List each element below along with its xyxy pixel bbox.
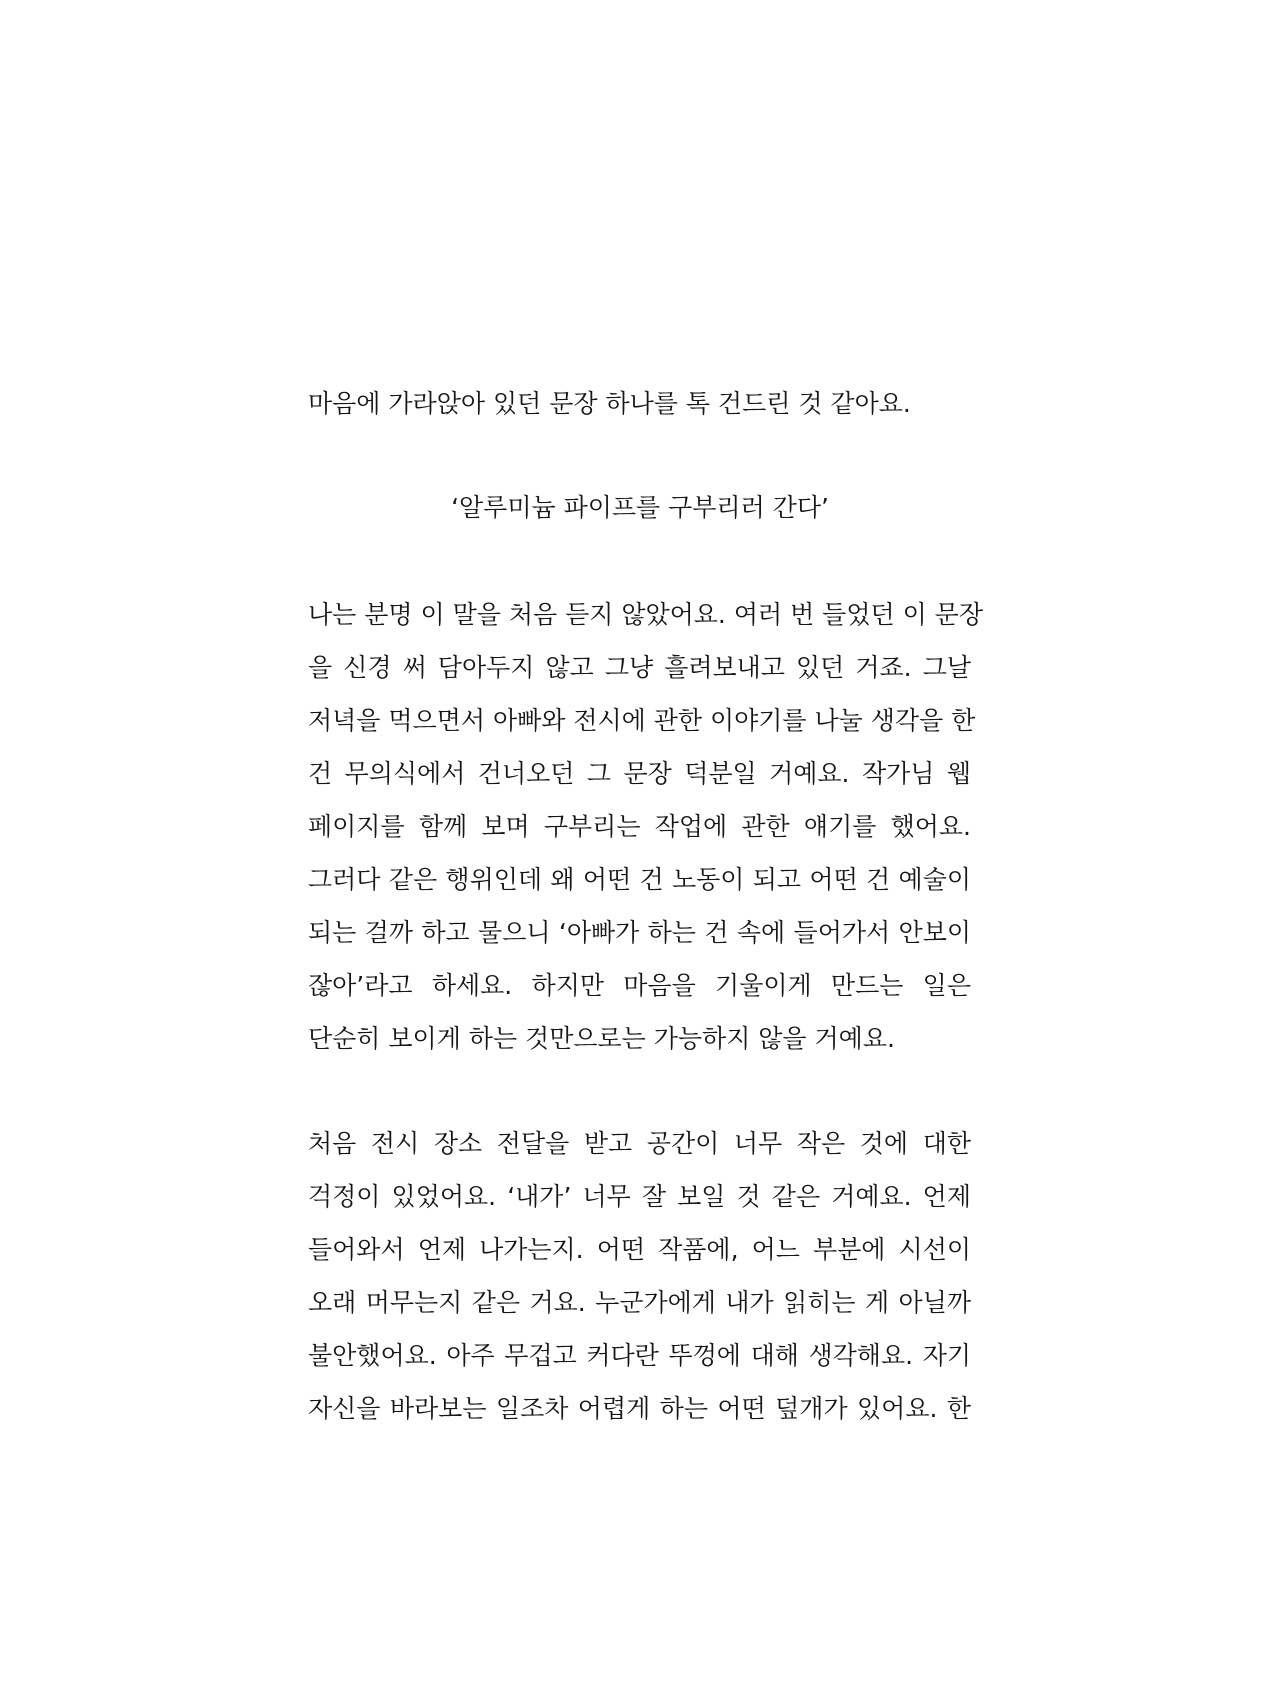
quote-line: ‘알루미늄 파이프를 구부리러 간다’ xyxy=(451,493,829,522)
paragraph-line: 되는 걸까 하고 물으니 ‘아빠가 하는 건 속에 들어가서 안보이 xyxy=(308,918,971,947)
paragraph-line: 나는 분명 이 말을 처음 듣지 않았어요. 여러 번 들었던 이 문장 xyxy=(308,600,983,629)
paragraph-line: 들어와서 언제 나가는지. 어떤 작품에, 어느 부분에 시선이 xyxy=(308,1235,971,1264)
paragraph-line: 오래 머무는지 같은 거요. 누군가에게 내가 읽히는 게 아닐까 xyxy=(308,1288,971,1317)
paragraph-line: 페이지를 함께 보며 구부리는 작업에 관한 얘기를 했어요. xyxy=(308,812,971,841)
paragraph-line: 처음 전시 장소 전달을 받고 공간이 너무 작은 것에 대한 xyxy=(308,1129,971,1158)
paragraph-line-last: 단순히 보이게 하는 것만으로는 가능하지 않을 거예요. xyxy=(308,1024,895,1053)
intro-line: 마음에 가라앉아 있던 문장 하나를 톡 건드린 것 같아요. xyxy=(308,389,911,418)
paragraph-line: 건 무의식에서 건너오던 그 문장 덕분일 거예요. 작가님 웹 xyxy=(308,759,971,788)
paragraph-line: 걱정이 있었어요. ‘내가’ 너무 잘 보일 것 같은 거예요. 언제 xyxy=(308,1182,971,1211)
paragraph-line: 을 신경 써 담아두지 않고 그냥 흘려보내고 있던 거죠. 그날 xyxy=(308,653,971,682)
paragraph-line: 잖아’라고 하세요. 하지만 마음을 기울이게 만드는 일은 xyxy=(308,971,971,1000)
paragraph-line: 자신을 바라보는 일조차 어렵게 하는 어떤 덮개가 있어요. 한 xyxy=(308,1394,971,1423)
paragraph-line: 불안했어요. 아주 무겁고 커다란 뚜껑에 대해 생각해요. 자기 xyxy=(308,1341,971,1370)
paragraph-line: 그러다 같은 행위인데 왜 어떤 건 노동이 되고 어떤 건 예술이 xyxy=(308,865,971,894)
paragraph-line: 저녁을 먹으면서 아빠와 전시에 관한 이야기를 나눌 생각을 한 xyxy=(308,706,976,735)
